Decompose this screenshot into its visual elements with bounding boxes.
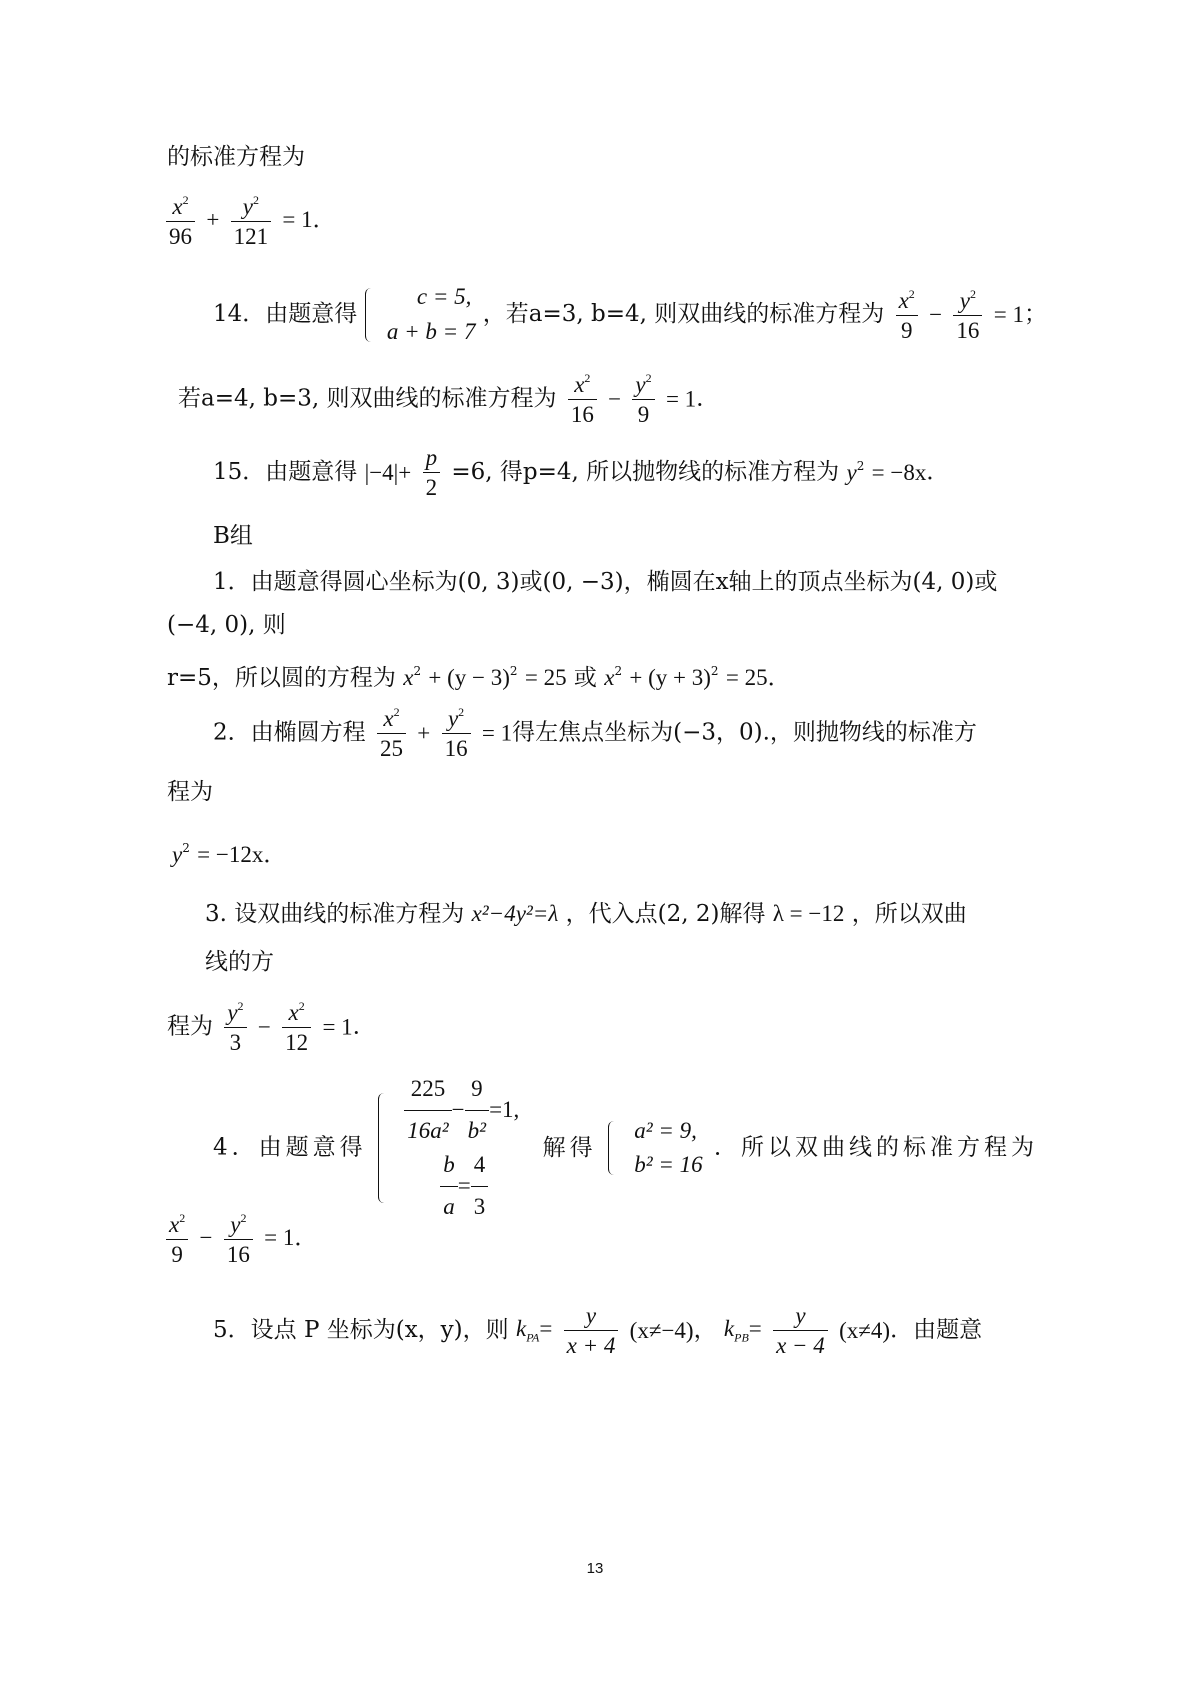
fraction: $\frac{x^2}{12}$ — [282, 1000, 311, 1054]
text-line: 4．由题意得 $\frac{225}{\text{16a²}}$ − $\frac{9}{\text{b²}}$ =1, $\frac{b}{a}$ = $\frac{4}{3}$ 解得 a² = 9, b² = 16 ．所以双曲线的标准方程为 — [213, 1072, 1038, 1224]
text-line: 线的方 — [205, 949, 274, 975]
text-line: 程为 $\frac{y^2}{3}$ − $\frac{x^2}{12}$ = 1． — [167, 999, 376, 1055]
fraction: $\frac{p}{2}$ — [423, 446, 441, 499]
text-line: 5．设点 P 坐标为(x，y)，则 $k_{PA}=$ $\frac{y}{x + 4}$ (x≠−4)， $k_{PB}=$ $\frac{y}{x - 4}$ (x≠4)．由题意 — [213, 1303, 983, 1358]
text-line: 14．由题意得 c = 5, a + b = 7 ，若a=3, b=4, 则双曲线的标准方程为 $\frac{x^2}{9}$ − $\frac{y^2}{16}$ = 1； — [213, 280, 1047, 349]
text: 的标准方程为 — [167, 144, 305, 170]
fraction: $\frac{x^2}{96}$ — [166, 194, 195, 248]
text-line: 1．由题意得圆心坐标为(0, 3)或(0, −3)，椭圆在x轴上的顶点坐标为(4, 0)或 — [213, 569, 998, 595]
equation-line: $\frac{x^2}{96}$ + $\frac{y^2}{121}$ = 1． — [162, 194, 336, 248]
fraction: $\frac{x^2}{25}$ — [377, 706, 406, 760]
fraction: $\frac{y^2}{3}$ — [224, 1000, 246, 1054]
brace — [608, 1121, 619, 1175]
equation-line: $y^2 = -12x$． — [172, 841, 287, 868]
fraction: $\frac{y^2}{121}$ — [231, 194, 272, 248]
text-line: (−4, 0), 则 — [167, 612, 286, 638]
text-line: 2．由椭圆方程 $\frac{x^2}{25}$ + $\frac{y^2}{16}$ = 1得左焦点坐标为(−3，0).，则抛物线的标准方 — [213, 705, 977, 761]
equation-system: a² = 9, b² = 16 — [634, 1117, 703, 1177]
section-heading: B组 — [213, 523, 253, 549]
fraction: $\frac{y^2}{16}$ — [224, 1212, 253, 1266]
text-line: 程为 — [167, 779, 213, 805]
text-line: 若a=4, b=3, 则双曲线的标准方程为 $\frac{x^2}{16}$ − $\frac{y^2}{9}$ = 1． — [178, 371, 720, 427]
fraction: $\frac{y^2}{16}$ — [953, 288, 982, 342]
fraction: $\frac{x^2}{16}$ — [568, 372, 597, 426]
fraction: $\frac{y^2}{9}$ — [632, 372, 654, 426]
text-line — [167, 146, 305, 169]
text-line: r=5，所以圆的方程为 $x^2 + (y - 3)^2 = 25$ 或 $x^2 + (y + 3)^2 = 25$． — [167, 664, 791, 691]
brace — [378, 1093, 389, 1203]
brace — [365, 288, 376, 342]
text-line: 3. 设双曲线的标准方程为 x²−4y²=λ ，代入点(2, 2)解得 λ = −12 ，所以双曲 — [205, 901, 967, 927]
equation-system: $\frac{225}{\text{16a²}}$ − $\frac{9}{\text{b²}}$ =1, $\frac{b}{a}$ = $\frac{4}{3}$ — [404, 1072, 519, 1224]
equation-system: c = 5, a + b = 7 — [386, 284, 476, 344]
fraction: $\frac{y}{x + 4}$ — [564, 1304, 619, 1357]
fraction: $\frac{x^2}{9}$ — [166, 1212, 188, 1266]
page-number: 13 — [586, 1560, 604, 1577]
fraction: $\frac{y}{x - 4}$ — [773, 1304, 828, 1357]
fraction: $\frac{y^2}{16}$ — [442, 706, 471, 760]
equation-line: $\frac{x^2}{9}$ − $\frac{y^2}{16}$ = 1． — [162, 1212, 317, 1266]
text-line: 15．由题意得 |−4|+ $\frac{p}{2}$ =6, 得p=4, 所以抛物线的标准方程为 $y^2 = -8x$． — [213, 445, 950, 500]
fraction: $\frac{x^2}{9}$ — [896, 288, 918, 342]
